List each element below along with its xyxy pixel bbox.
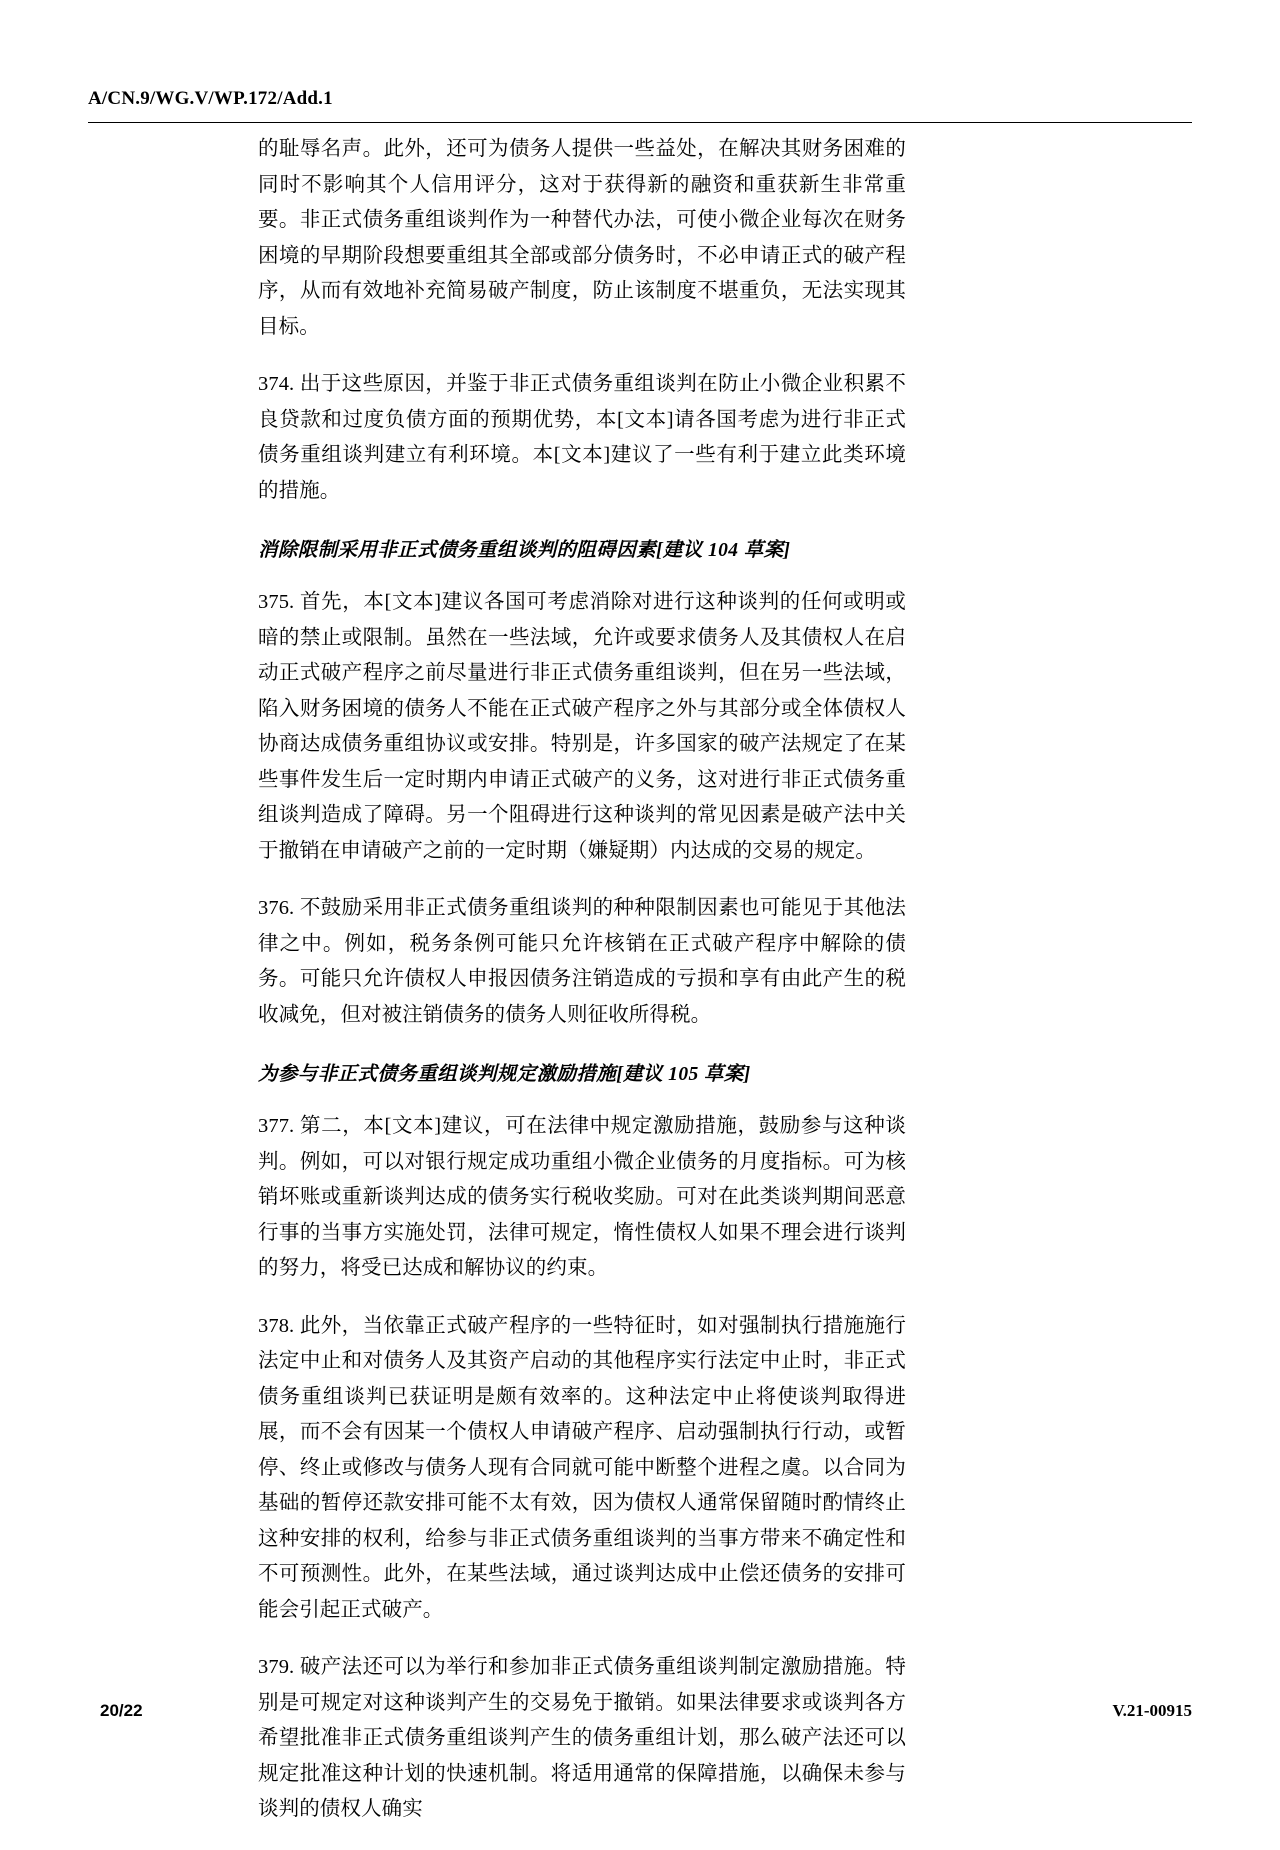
section-heading-105: 为参与非正式债务重组谈判规定激励措施[建议 105 草案] <box>258 1064 751 1085</box>
paragraph-number-374: 374. <box>258 373 295 395</box>
paragraph-text-378: 此外，当依靠正式破产程序的一些特征时，如对强制执行措施施行法定中止和对债务人及其资产启动的其他程序实行法定中止时，非正式债务重组谈判已获证明是颇有效率的。这种法定中止将使谈判取得进展，而不会有因某一个债权人申请破产程序、启动强制执行行动，或暂停、终止或修改与债务人现有合同就可能中断整个进程之虞。以合同为基础的暂停还款安排可能不太有效，因为债权人通常保留随时酌情终止这种安排的权利，给参与非正式债务重组谈判的当事方带来不确定性和不可预测性。此外，在某些法域，通过谈判达成中止偿还债务的安排可能会引起正式破产。 <box>258 1314 906 1621</box>
section-heading-104: 消除限制采用非正式债务重组谈判的阻碍因素[建议 104 草案] <box>258 540 791 561</box>
paragraph-number-378: 378. <box>258 1314 295 1337</box>
paragraph-number-375: 375. <box>258 591 295 613</box>
paragraph-text-376: 不鼓励采用非正式债务重组谈判的种种限制因素也可能见于其他法律之中。例如，税务条例可能只允许核销在正式破产程序中解除的债务。可能只允许债权人申报因债务注销造成的亏损和享有由此产生的税收减免，但对被注销债务的债务人则征收所得税。 <box>258 897 906 1026</box>
paragraph-376 <box>258 891 906 1033</box>
paragraph-374 <box>258 367 906 509</box>
paragraph-text-374: 出于这些原因，并鉴于非正式债务重组谈判在防止小微企业积累不良贷款和过度负债方面的预期优势，本[文本]请各国考虑为进行非正式债务重组谈判建立有利环境。本[文本]建议了一些有利于建立此类环境的措施。 <box>258 373 906 502</box>
document-symbol: A/CN.9/WG.V/WP.172/Add.1 <box>88 88 333 109</box>
paragraph-continued: 的耻辱名声。此外，还可为债务人提供一些益处，在解决其财务困难的同时不影响其个人信用评分，这对于获得新的融资和重获新生非常重要。非正式债务重组谈判作为一种替代办法，可使小微企业每次在财务困境的早期阶段想要重组其全部或部分债务时，不必申请正式的破产程序，从而有效地补充简易破产制度，防止该制度不堪重负，无法实现其目标。 <box>258 138 906 338</box>
paragraph-text-379: 破产法还可以为举行和参加非正式债务重组谈判制定激励措施。特别是可规定对这种谈判产生的交易免于撤销。如果法律要求或谈判各方希望批准非正式债务重组谈判产生的债务重组计划，那么破产法还可以规定批准这种计划的快速机制。将适用通常的保障措施，以确保未参与谈判的债权人确实 <box>258 1656 906 1820</box>
document-body <box>258 132 906 1850</box>
paragraph-377 <box>258 1109 906 1287</box>
paragraph-378 <box>258 1309 906 1629</box>
paragraph-text-377: 第二，本[文本]建议，可在法律中规定激励措施，鼓励参与这种谈判。例如，可以对银行规定成功重组小微企业债务的月度指标。可为核销坏账或重新谈判达成的债务实行税收奖励。可对在此类谈判期间恶意行事的当事方实施处罚，法律可规定，惰性债权人如果不理会进行谈判的努力，将受已达成和解协议的约束。 <box>258 1115 906 1279</box>
paragraph-number-376: 376. <box>258 897 295 919</box>
header-divider <box>88 122 1192 123</box>
page-number: 20/22 <box>100 1701 143 1720</box>
paragraph-379 <box>258 1650 906 1828</box>
paragraph-text-375: 首先，本[文本]建议各国可考虑消除对进行这种谈判的任何或明或暗的禁止或限制。虽然在一些法域，允许或要求债务人及其债权人在启动正式破产程序之前尽量进行非正式债务重组谈判，但在另一些法域，陷入财务困境的债务人不能在正式破产程序之外与其部分或全体债权人协商达成债务重组协议或安排。特别是，许多国家的破产法规定了在某些事件发生后一定时期内申请正式破产的义务，这对进行非正式债务重组谈判造成了障碍。另一个阻碍进行这种谈判的常见因素是破产法中关于撤销在申请破产之前的一定时期（嫌疑期）内达成的交易的规定。 <box>258 591 906 862</box>
paragraph-number-377: 377. <box>258 1115 295 1137</box>
job-number: V.21-00915 <box>1112 1701 1192 1720</box>
paragraph-375 <box>258 585 906 869</box>
paragraph-number-379: 379. <box>258 1656 295 1678</box>
